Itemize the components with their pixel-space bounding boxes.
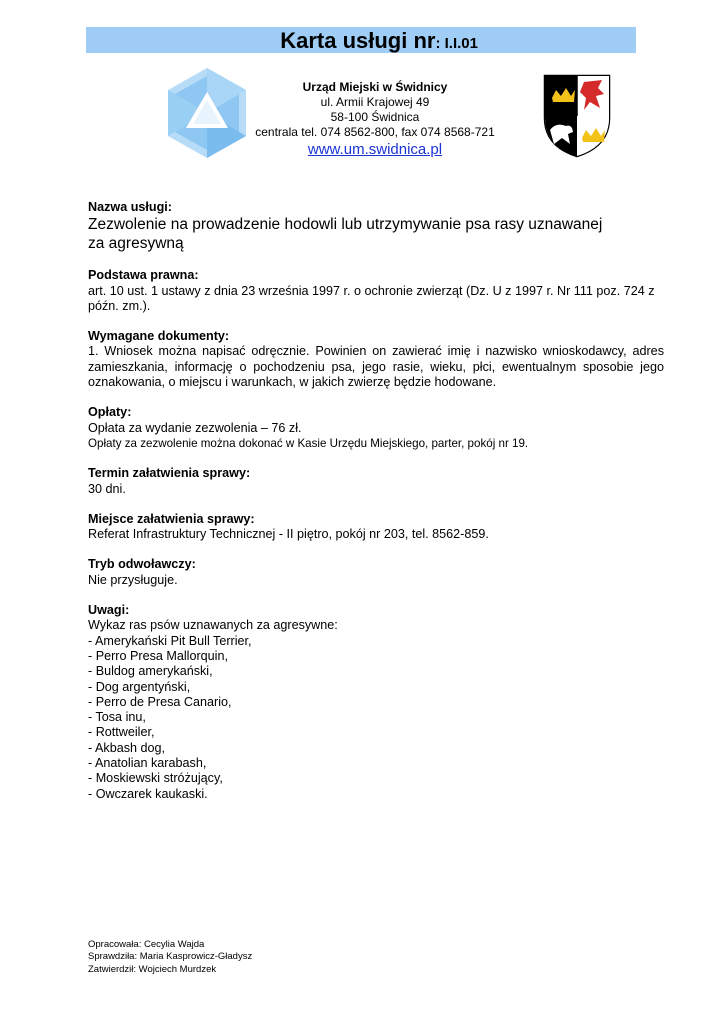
section-required-documents — [88, 329, 664, 390]
service-content — [88, 200, 664, 817]
checked-by: Sprawdziła: Maria Kasprowicz-Gładysz — [88, 951, 253, 963]
office-city: 58-100 Świdnica — [330, 110, 420, 124]
title-number: : I.I.01 — [435, 35, 478, 52]
coat-of-arms-icon — [542, 74, 612, 158]
office-name: Urząd Miejski w Świdnicy — [302, 80, 448, 94]
office-street: ul. Armii Krajowej 49 — [320, 95, 430, 109]
list-item: - Moskiewski stróżujący, — [88, 771, 223, 786]
title-bar — [86, 27, 636, 53]
breed-list — [88, 634, 664, 802]
list-item: - Anatolian karabash, — [88, 756, 207, 771]
place-text: Referat Infrastruktury Technicznej - II piętro, pokój nr 203, tel. 8562-859. — [88, 527, 489, 542]
appeal-heading: Tryb odwoławczy: — [88, 557, 196, 572]
office-info — [248, 80, 502, 159]
fees-heading: Opłaty: — [88, 405, 132, 420]
section-appeal — [88, 557, 664, 588]
list-item: - Owczarek kaukaski. — [88, 786, 208, 801]
title-main: Karta usługi nr — [280, 28, 436, 53]
list-item: - Dog argentyński, — [88, 679, 191, 694]
section-place — [88, 512, 664, 543]
notes-heading: Uwagi: — [88, 603, 130, 618]
deadline-heading: Termin załatwienia sprawy: — [88, 466, 251, 481]
list-item: - Buldog amerykański, — [88, 664, 213, 679]
service-name-line2: za agresywną — [88, 235, 184, 253]
page-title — [280, 28, 478, 54]
hexagon-logo-icon — [162, 66, 252, 160]
footer-signatures — [88, 939, 252, 976]
appeal-text: Nie przysługuje. — [88, 572, 178, 587]
section-service-name — [88, 200, 664, 253]
section-legal-basis — [88, 268, 664, 314]
list-item: - Tosa inu, — [88, 710, 146, 725]
service-heading: Nazwa usługi: — [88, 200, 172, 214]
office-phones: centrala tel. 074 8562-800, fax 074 8568-721 — [255, 125, 495, 139]
section-fees — [88, 405, 664, 451]
section-deadline — [88, 466, 664, 497]
deadline-text: 30 dni. — [88, 481, 126, 496]
documents-heading: Wymagane dokumenty: — [88, 329, 230, 344]
approved-by: Zatwierdził: Wojciech Murdzek — [88, 963, 217, 975]
list-item: - Amerykański Pit Bull Terrier, — [88, 633, 252, 648]
legal-text: art. 10 ust. 1 ustawy z dnia 23 września 1997 r. o ochronie zwierząt (Dz. U z 1997 r. Nr 111 poz. 724 z późn. zm.). — [88, 283, 655, 313]
list-item: - Perro Presa Mallorquin, — [88, 648, 228, 663]
prepared-by: Opracowała: Cecylia Wajda — [88, 939, 205, 950]
service-name-line1: Zezwolenie na prowadzenie hodowli lub utrzymywanie psa rasy uznawanej — [88, 216, 603, 234]
fees-line2: Opłaty za zezwolenie można dokonać w Kasie Urzędu Miejskiego, parter, pokój nr 19. — [88, 436, 529, 450]
list-item: - Rottweiler, — [88, 725, 155, 740]
section-notes — [88, 603, 664, 802]
list-item: - Akbash dog, — [88, 740, 166, 755]
fees-line1: Opłata za wydanie zezwolenia – 76 zł. — [88, 420, 302, 435]
notes-intro: Wykaz ras psów uznawanych za agresywne: — [88, 618, 338, 633]
office-website-link[interactable]: www.um.swidnica.pl — [307, 141, 443, 158]
place-heading: Miejsce załatwienia sprawy: — [88, 511, 255, 526]
legal-heading: Podstawa prawna: — [88, 268, 199, 283]
list-item: - Perro de Presa Canario, — [88, 694, 232, 709]
documents-text: 1. Wniosek można napisać odręcznie. Powinien on zawierać imię i nazwisko wnioskodawcy, adres zamieszkania, informację o pochodzeniu psa, jego rasie, wieku, płci, ewentualnym sposobie jego oznakowania, o miejscu i warunkach, w jakich zwierzę będzie hodowane. — [88, 344, 664, 390]
